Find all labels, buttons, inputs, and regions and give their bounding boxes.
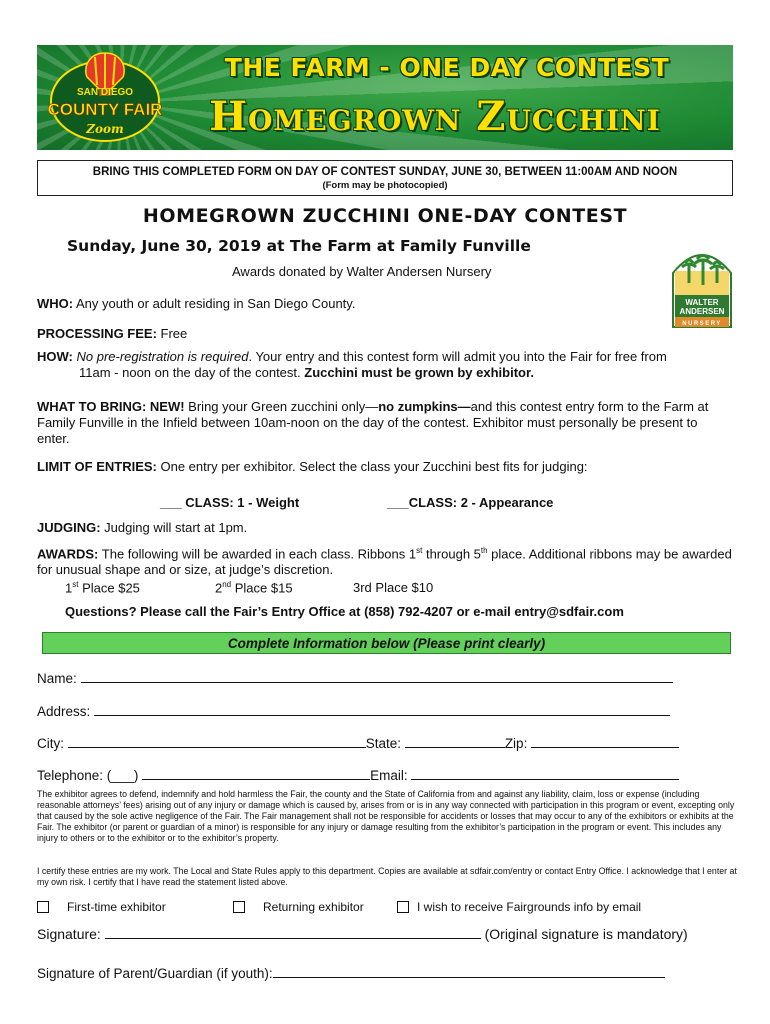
parent-signature-row <box>37 966 665 981</box>
zip-label: Zip: <box>504 736 528 751</box>
certification-statement: I certify these entries are my work. The Local and State Rules apply to this department. Copies are available at sdfair.com/entry or contact Entry Office. I acknowledge that I enter at my own risk. I certify that I have read the statement listed above. <box>37 866 737 887</box>
liability-statement: The exhibitor agrees to defend, indemnify and hold harmless the Fair, the county and the State of California from and against any liability, claim, loss or expense (including reasonable attorneys’ fees) arising out of any injury or damage which is caused by, arises from or is in any way connected with participation in this program or event, excepting only that caused by the sole active negligence of the Fair. The Fair management shall not be responsible for accidents or losses that may occur to any of the exhibitors or exhibits at the Fair. The exhibitor (or parent or guardian of a minor) is responsible for any injury or damage resulting from the exhibitor’s participation in the program or event. This includes any injury to others or to the exhibitor or to the exhibitor’s property. <box>37 789 735 843</box>
bring-label: WHAT TO BRING: NEW! <box>37 399 185 414</box>
who-section <box>37 296 355 312</box>
awards-label: AWARDS: <box>37 546 99 562</box>
fee-section <box>37 326 187 342</box>
svg-text:SAN DIEGO: SAN DIEGO <box>76 87 134 98</box>
banner-title: THE FARM - ONE DAY CONTEST <box>224 53 670 82</box>
prize-second-sup: nd <box>222 580 232 589</box>
city-label: City: <box>37 736 64 751</box>
signature-label: Signature: <box>37 926 101 942</box>
limit-text: One entry per exhibitor. Select the class your Zucchini best fits for judging: <box>156 459 588 474</box>
prize-second <box>215 580 293 595</box>
email-info-option[interactable] <box>397 900 641 914</box>
nursery-logo-line2: ANDERSEN <box>679 307 725 316</box>
telephone-row <box>37 768 679 783</box>
class-2-appearance[interactable]: ___CLASS: 2 - Appearance <box>387 495 554 510</box>
returning-label: Returning exhibitor <box>263 900 364 914</box>
awards-sup1: st <box>416 546 423 555</box>
fee-text: Free <box>156 326 188 341</box>
judging-text: Judging will start at 1pm. <box>100 520 248 535</box>
city-field[interactable] <box>68 736 366 748</box>
prize-second-amount: Place $15 <box>231 580 293 596</box>
email-label: Email: <box>370 768 408 783</box>
judging-section <box>37 520 247 536</box>
address-row <box>37 704 670 719</box>
email-info-label: I wish to receive Fairgrounds info by email <box>417 900 642 914</box>
prize-second-num: 2 <box>215 580 223 596</box>
walter-andersen-nursery-logo <box>669 243 735 329</box>
bring-text1: Bring your Green zucchini only— <box>184 399 379 414</box>
how-label: HOW: <box>37 349 73 364</box>
limit-label: LIMIT OF ENTRIES: <box>37 459 157 474</box>
event-date: Sunday, June 30, 2019 at The Farm at Family Funville <box>67 237 531 255</box>
awards-text1: The following will be awarded in each class. Ribbons 1 <box>98 546 417 562</box>
donor-line: Awards donated by Walter Andersen Nursery <box>232 264 492 279</box>
first-time-checkbox[interactable] <box>37 901 49 913</box>
returning-checkbox[interactable] <box>233 901 245 913</box>
judging-label: JUDGING: <box>37 520 101 535</box>
page-title: HOMEGROWN ZUCCHINI ONE-DAY CONTEST <box>142 205 628 227</box>
signature-field[interactable] <box>105 927 481 939</box>
limit-section <box>37 459 588 475</box>
how-text2: 11am - noon on the day of the contest. <box>79 365 305 380</box>
parent-signature-label: Signature of Parent/Guardian (if youth): <box>37 966 273 981</box>
awards-section <box>37 543 737 578</box>
who-label: WHO: <box>37 296 74 311</box>
class-1-weight[interactable]: ___ CLASS: 1 - Weight <box>160 495 300 510</box>
prize-first-sup: st <box>72 580 79 589</box>
bring-text2: and this contest entry form to the Farm at Family Funville in the Infield between 10am-noon on the day of the contest. Exhibitor must personally be present to enter. <box>37 399 709 446</box>
svg-text:COUNTY FAIR: COUNTY FAIR <box>47 100 163 119</box>
bring-bold: no zumpkins— <box>378 399 471 414</box>
nursery-logo-line1: WALTER <box>685 298 719 307</box>
how-bold: Zucchini must be grown by exhibitor. <box>304 365 534 380</box>
awards-text2: through 5 <box>422 546 481 562</box>
svg-text:Zoom: Zoom <box>86 122 124 136</box>
email-info-checkbox[interactable] <box>397 901 409 913</box>
email-field[interactable] <box>411 768 679 780</box>
prize-third: 3rd Place $10 <box>353 580 434 595</box>
prize-first-num: 1 <box>65 580 73 596</box>
bring-section <box>37 399 733 447</box>
county-fair-logo <box>45 49 165 147</box>
name-field[interactable] <box>81 671 673 683</box>
complete-info-bar: Complete Information below (Please print clearly) <box>42 632 731 654</box>
questions-line: Questions? Please call the Fair’s Entry Office at (858) 792-4207 or e-mail entry@sdfair.com <box>65 604 624 619</box>
how-italic: No pre-registration is required <box>72 349 249 364</box>
prize-first-amount: Place $25 <box>78 580 140 596</box>
notice-box <box>37 160 733 196</box>
how-text1: . Your entry and this contest form will admit you into the Fair for free from <box>248 349 667 364</box>
prize-first <box>65 580 140 595</box>
telephone-field[interactable] <box>142 768 370 780</box>
how-section <box>37 349 737 381</box>
contest-banner <box>37 45 733 150</box>
fee-label: PROCESSING FEE: <box>37 326 157 341</box>
address-field[interactable] <box>94 704 670 716</box>
zip-field[interactable] <box>531 736 679 748</box>
awards-text3: place. Additional ribbons may be awarded for unusual shape and or size, at judge’s discretion. <box>37 546 732 578</box>
first-time-label: First-time exhibitor <box>67 900 166 914</box>
returning-exhibitor-option[interactable] <box>233 900 364 914</box>
state-field[interactable] <box>405 736 505 748</box>
parent-signature-field[interactable] <box>273 966 665 978</box>
checkbox-row <box>37 900 737 918</box>
city-row <box>37 736 679 751</box>
first-time-exhibitor-option[interactable] <box>37 900 166 914</box>
address-label: Address: <box>37 704 91 719</box>
telephone-label: Telephone: (___) <box>37 768 139 783</box>
name-row <box>37 671 673 686</box>
name-label: Name: <box>37 671 77 686</box>
state-label: State: <box>365 736 402 751</box>
who-text: Any youth or adult residing in San Diego County. <box>73 296 356 311</box>
notice-subline: (Form may be photocopied) <box>322 180 448 191</box>
banner-heading: Homegrown Zucchini <box>209 93 661 140</box>
signature-note: (Original signature is mandatory) <box>484 926 688 942</box>
notice-line: BRING THIS COMPLETED FORM ON DAY OF CONTEST SUNDAY, JUNE 30, BETWEEN 11:00AM AND NOON <box>92 166 678 178</box>
signature-row <box>37 926 688 942</box>
nursery-logo-line3: NURSERY <box>682 321 722 327</box>
awards-sup2: th <box>480 546 488 555</box>
